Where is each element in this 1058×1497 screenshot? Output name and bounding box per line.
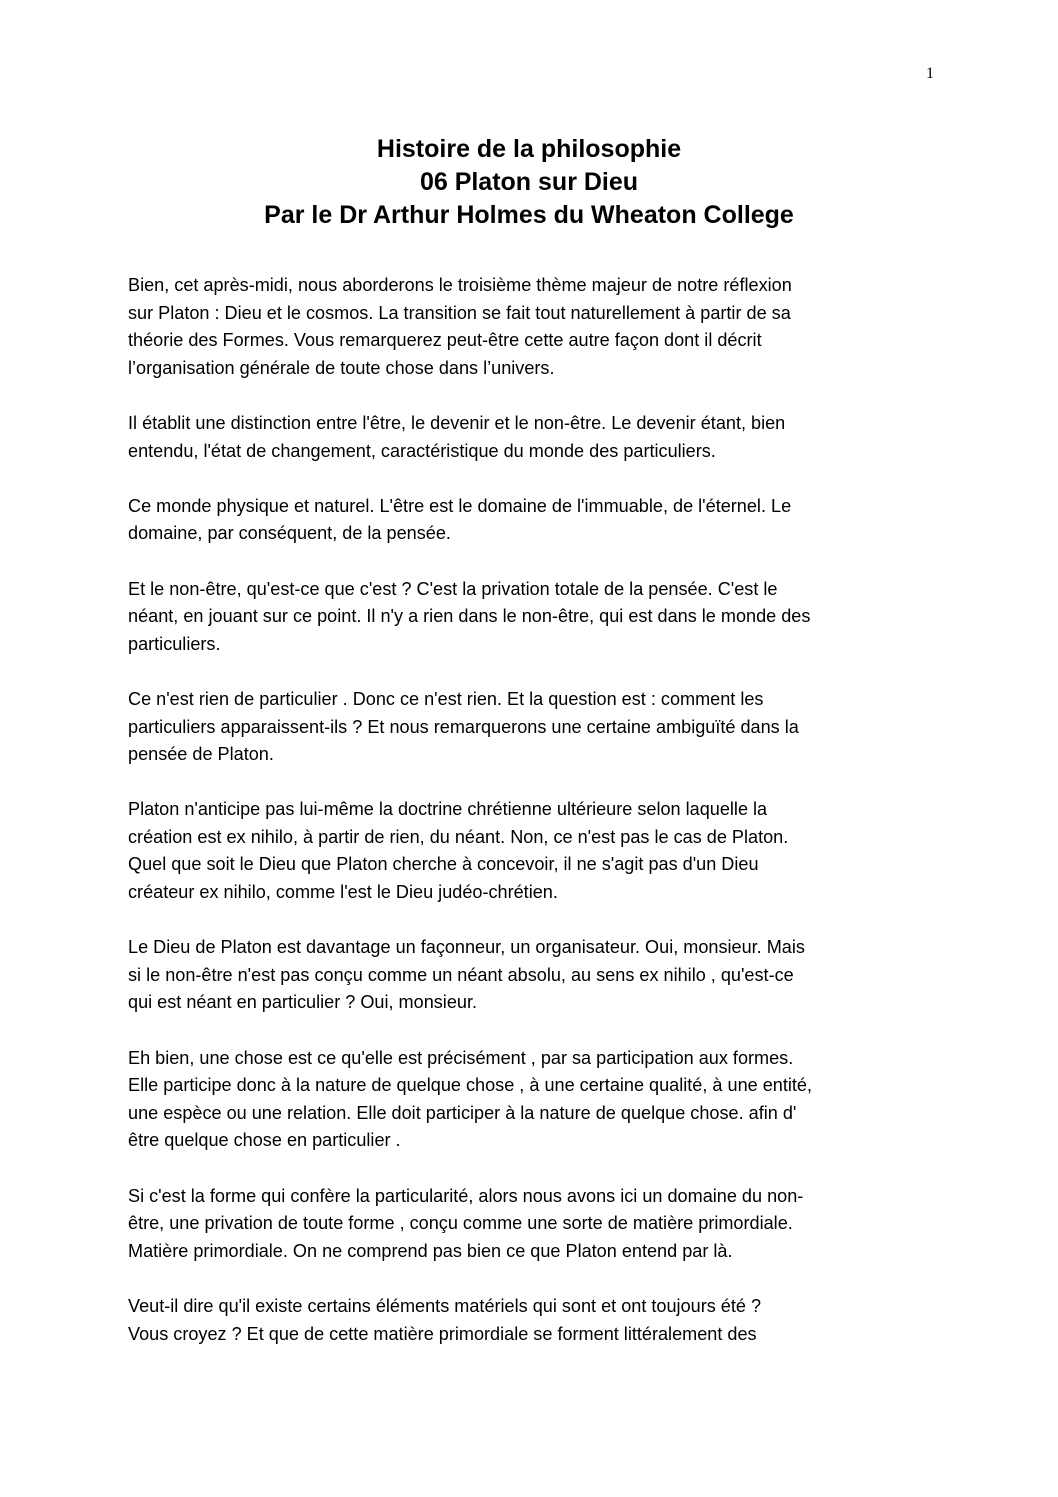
paragraph-line: Eh bien, une chose est ce qu'elle est précisément , par sa participation aux formes.: [128, 1047, 794, 1068]
paragraph-line: créateur ex nihilo, comme l'est le Dieu judéo-chrétien.: [128, 882, 558, 903]
paragraph-8: [128, 1045, 933, 1155]
paragraph-line: Elle participe donc à la nature de quelque chose , à une certaine qualité, à une entité,: [128, 1075, 813, 1096]
paragraph-2: [128, 410, 933, 465]
paragraph-line: Ce n'est rien de particulier . Donc ce n'est rien. Et la question est : comment les: [128, 688, 764, 709]
paragraph-line: néant, en jouant sur ce point. Il n'y a rien dans le non-être, qui est dans le monde des: [128, 606, 811, 627]
paragraph-1: [128, 272, 933, 382]
paragraph-line: Ce monde physique et naturel. L'être est le domaine de l'immuable, de l'éternel. Le: [128, 495, 792, 516]
paragraph-line: pensée de Platon.: [128, 744, 274, 765]
paragraph-line: une espèce ou une relation. Elle doit participer à la nature de quelque chose. afin d': [128, 1102, 797, 1123]
paragraph-line: Et le non-être, qu'est-ce que c'est ? C'est la privation totale de la pensée. C'est le: [128, 578, 778, 599]
paragraph-line: qui est néant en particulier ? Oui, monsieur.: [128, 992, 478, 1013]
paragraph-line: Si c'est la forme qui confère la particularité, alors nous avons ici un domaine du non-: [128, 1185, 804, 1206]
paragraph-line: Quel que soit le Dieu que Platon cherche à concevoir, il ne s'agit pas d'un Dieu: [128, 854, 759, 875]
paragraph-line: Matière primordiale. On ne comprend pas bien ce que Platon entend par là.: [128, 1240, 733, 1261]
paragraph-line: Veut-il dire qu'il existe certains éléments matériels qui sont et ont toujours été ?: [128, 1295, 762, 1316]
paragraph-line: entendu, l'état de changement, caractéristique du monde des particuliers.: [128, 440, 716, 461]
paragraph-line: l’organisation générale de toute chose dans l’univers.: [128, 357, 555, 378]
paragraph-line: Vous croyez ? Et que de cette matière primordiale se forment littéralement des: [128, 1323, 757, 1344]
paragraph-line: être, une privation de toute forme , conçu comme une sorte de matière primordiale.: [128, 1213, 793, 1234]
paragraph-line: théorie des Formes. Vous remarquerez peut-être cette autre façon dont il décrit: [128, 330, 762, 351]
document-title: [0, 133, 1058, 232]
page-number: 1: [926, 65, 934, 82]
paragraph-line: sur Platon : Dieu et le cosmos. La transition se fait tout naturellement à partir de sa: [128, 302, 791, 323]
paragraph-line: Bien, cet après-midi, nous aborderons le troisième thème majeur de notre réflexion: [128, 275, 792, 295]
paragraph-line: si le non-être n'est pas conçu comme un néant absolu, au sens ex nihilo , qu'est-ce: [128, 964, 794, 985]
paragraph-line: création est ex nihilo, à partir de rien, du néant. Non, ce n'est pas le cas de Platon.: [128, 826, 789, 847]
title-line-lecture: 06 Platon sur Dieu: [419, 168, 639, 196]
paragraph-line: Le Dieu de Platon est davantage un façonneur, un organisateur. Oui, monsieur. Mais: [128, 937, 805, 958]
document-body: [128, 272, 933, 1376]
paragraph-line: particuliers.: [128, 633, 221, 654]
paragraph-line: domaine, par conséquent, de la pensée.: [128, 523, 451, 544]
paragraph-10: [128, 1293, 933, 1348]
paragraph-3: [128, 493, 933, 548]
paragraph-5: [128, 686, 933, 769]
paragraph-4: [128, 576, 933, 659]
title-line-series: Histoire de la philosophie: [376, 135, 682, 163]
title-line-author: Par le Dr Arthur Holmes du Wheaton College: [264, 201, 794, 229]
paragraph-7: [128, 934, 933, 1017]
paragraph-line: Platon n'anticipe pas lui-même la doctrine chrétienne ultérieure selon laquelle la: [128, 799, 768, 820]
paragraph-line: être quelque chose en particulier .: [128, 1130, 401, 1151]
paragraph-9: [128, 1183, 933, 1266]
paragraph-6: [128, 796, 933, 906]
paragraph-line: particuliers apparaissent-ils ? Et nous remarquerons une certaine ambiguïté dans la: [128, 716, 799, 737]
paragraph-line: Il établit une distinction entre l'être, le devenir et le non-être. Le devenir étant, bien: [128, 412, 786, 433]
